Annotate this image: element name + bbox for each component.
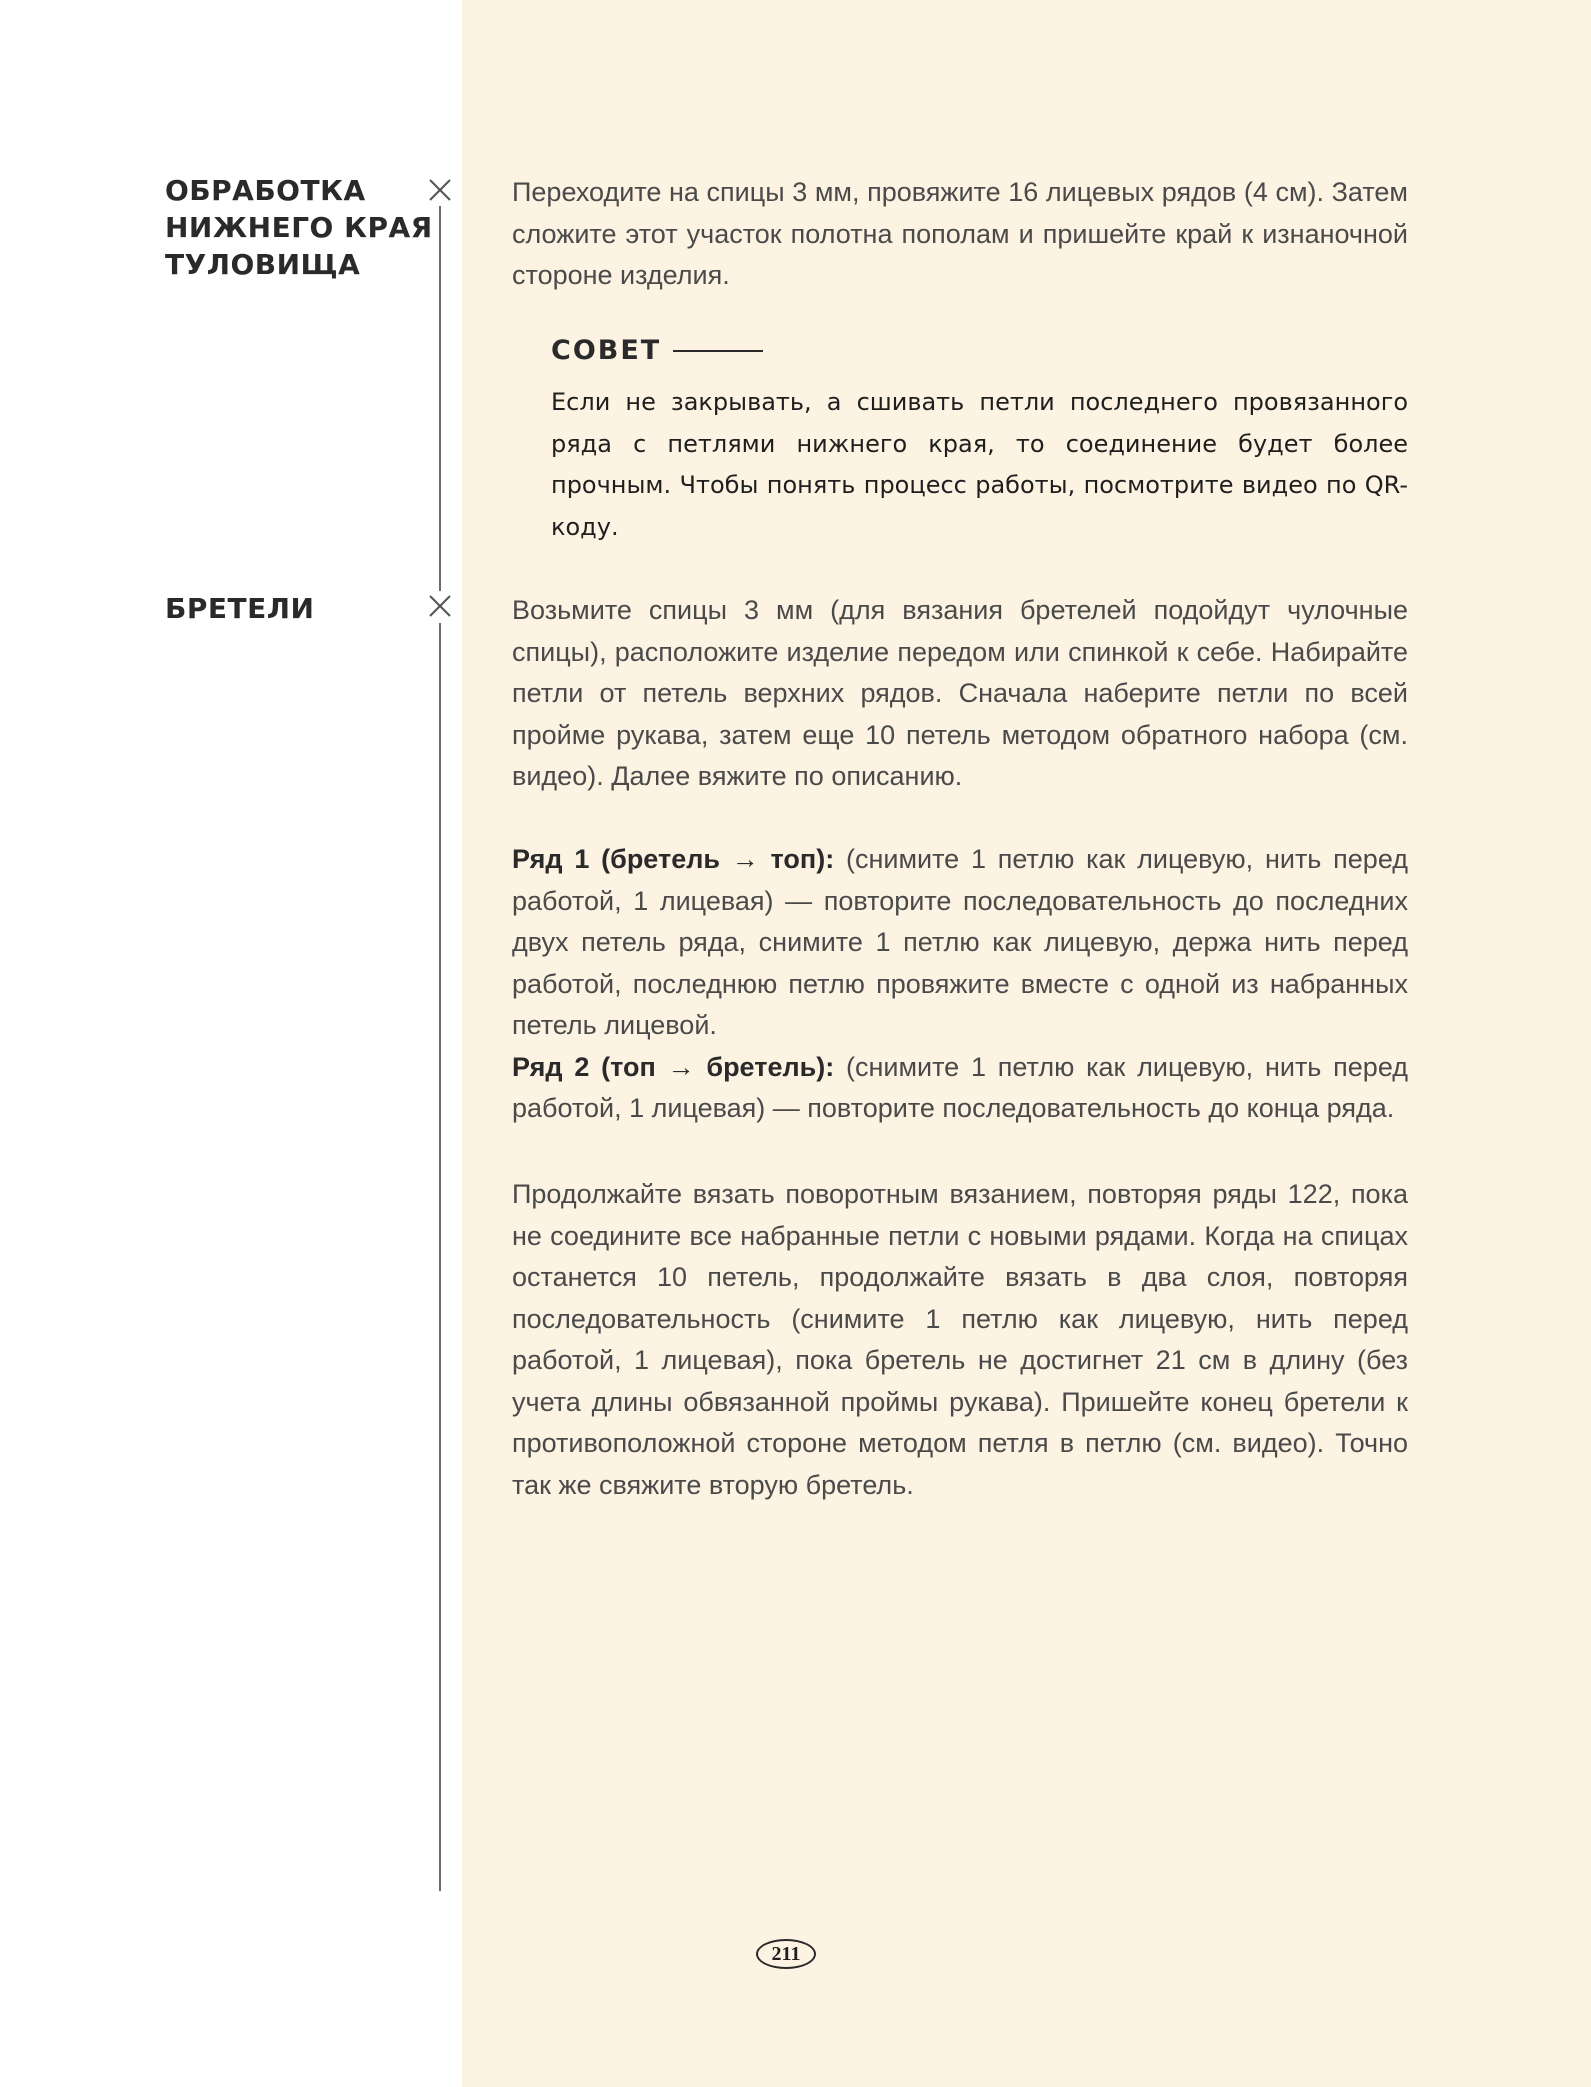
tip-title-text: СОВЕТ <box>551 335 662 366</box>
row-2-instruction <box>512 1047 1408 1130</box>
row-2-label: Ряд 2 (топ → бретель): <box>512 1051 835 1082</box>
section-heading-bottom-edge <box>165 172 435 283</box>
section-text-bottom-edge: Переходите на спицы 3 мм, провяжите 16 лицевых рядов (4 см). Затем сложите этот участок полотна пополам и пришейте край к изнаночной стороне изделия. <box>512 177 1408 290</box>
straps-intro-text: Возьмите спицы 3 мм (для вязания бретелей подойдут чулочные спицы), расположите изделие передом или спинкой к себе. Набирайте петли от петель верхних рядов. Сначала наберите петли по всей пройме рукава, затем еще 10 петель методом обратного набора (см. видео). Далее вяжите по описанию. <box>512 595 1408 791</box>
tip-title-rule <box>673 350 763 352</box>
straps-continue-text: Продолжайте вязать поворотным вязанием, повторяя ряды 122, пока не соедините все набранные петли с новыми рядами. Когда на спицах останется 10 петель, продолжайте вязать в два слоя, повторяя последовательность (снимите 1 петлю как лицевую, нить перед работой, 1 лицевая), пока бретель не достигнет 21 см в длину (без учета длины обвязанной проймы рукава). Пришейте конец бретели к противоположной стороне методом петля в петлю (см. видео). Точно так же свяжите вторую бретель. <box>512 1179 1408 1500</box>
vertical-divider <box>439 623 441 1891</box>
section-heading-straps <box>165 590 435 627</box>
row-1-instruction <box>512 839 1408 1047</box>
heading-line: БРЕТЕЛИ <box>165 592 315 625</box>
cross-marker-icon <box>428 178 452 202</box>
vertical-divider <box>439 206 441 591</box>
row-1-text: (снимите 1 петлю как лицевую, нить перед работой, 1 лицевая) — повторите последовательность до последних двух петель ряда, снимите 1 петлю как лицевую, держа нить перед работой, последнюю петлю провяжите вместе с одной из набранных петель лицевой. <box>512 844 1408 1040</box>
tip-title <box>551 335 763 366</box>
heading-line: ОБРАБОТКА <box>165 174 366 207</box>
heading-line: ТУЛОВИЩА <box>165 248 361 281</box>
heading-line: НИЖНЕГО КРАЯ <box>165 211 433 244</box>
row-1-label: Ряд 1 (бретель → топ): <box>512 844 835 874</box>
cross-marker-icon <box>428 594 452 618</box>
tip-text: Если не закрывать, а сшивать петли последнего провязанного ряда с петлями нижнего края, то соединение будет более прочным. Чтобы понять процесс работы, посмотрите видео по QR-коду. <box>551 388 1408 541</box>
row-instructions <box>512 839 1408 1130</box>
page-number: 211 <box>756 1939 816 1969</box>
row-2-text: (снимите 1 петлю как лицевую, нить перед работой, 1 лицевая) — повторите последовательность до конца ряда. <box>512 1051 1408 1123</box>
